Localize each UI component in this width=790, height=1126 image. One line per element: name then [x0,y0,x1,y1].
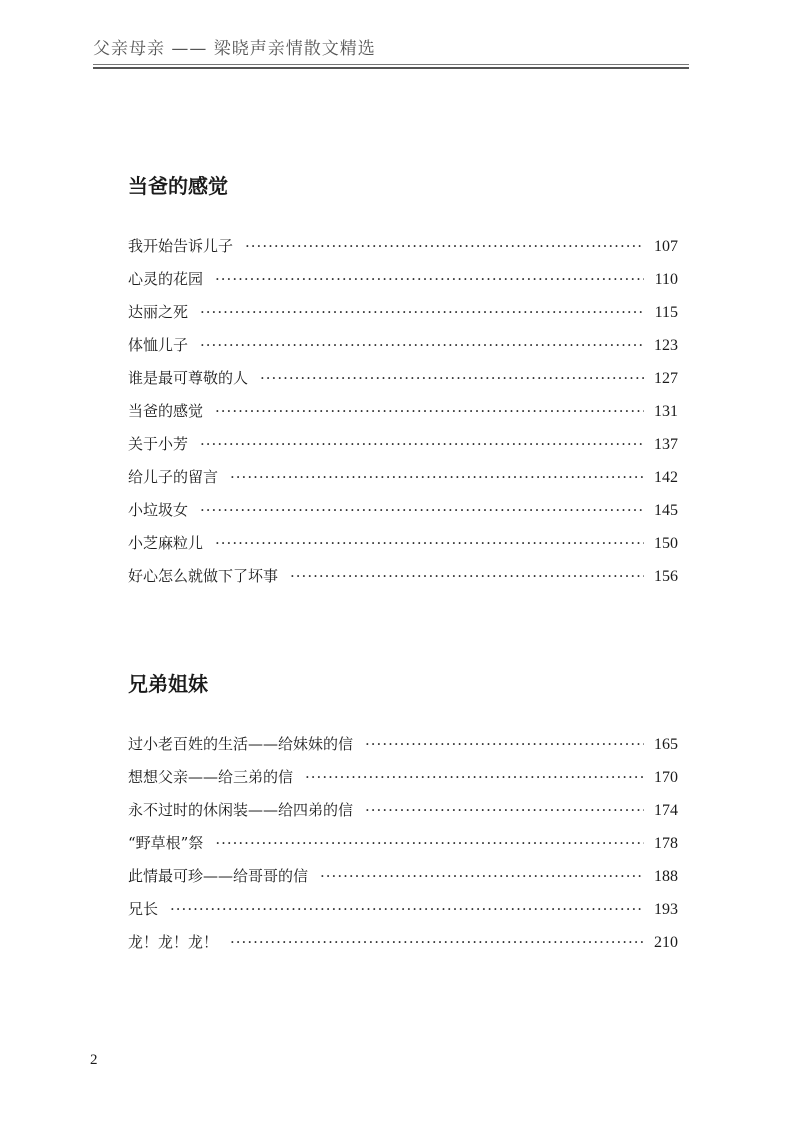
entry-title: 此情最可珍——给哥哥的信 [128,867,309,885]
entry-page: 174 [654,802,678,819]
toc-section-2 [128,669,678,964]
entry-title: 心灵的花园 [128,270,204,288]
toc-entry[interactable] [128,499,678,532]
toc-entry[interactable] [128,898,678,931]
entry-page: 107 [654,238,678,255]
toc-entry[interactable] [128,565,678,598]
toc-entry[interactable] [128,766,678,799]
entry-page: 115 [654,304,678,321]
dot-leader [200,501,644,519]
entry-title: 当爸的感觉 [128,402,204,420]
toc-entry[interactable] [128,400,678,433]
entry-title: 达丽之死 [128,303,189,321]
entry-page: 137 [654,436,678,453]
entry-title: 龙！龙！龙！ [128,933,219,951]
entry-page: 193 [654,901,678,918]
entry-page: 178 [654,835,678,852]
dot-leader [215,834,644,852]
dot-leader [215,402,644,420]
entry-title: 我开始告诉儿子 [128,237,234,255]
toc-entry[interactable] [128,301,678,334]
dot-leader [200,303,644,321]
entry-page: 188 [654,868,678,885]
toc-entry[interactable] [128,433,678,466]
toc-entries [128,235,678,598]
toc-entry[interactable] [128,799,678,832]
entry-title: 兄长 [128,900,159,918]
dot-leader [200,336,644,354]
toc-entry[interactable] [128,268,678,301]
dot-leader [305,768,644,786]
toc-entries [128,733,678,964]
entry-page: 145 [654,502,678,519]
toc-entry[interactable] [128,367,678,400]
entry-page: 131 [654,403,678,420]
entry-page: 123 [654,337,678,354]
entry-title: 想想父亲——给三弟的信 [128,768,294,786]
running-head: 父亲母亲 —— 梁晓声亲情散文精选 [93,39,376,59]
toc-entry[interactable] [128,334,678,367]
header-rule-thin [93,64,689,65]
entry-page: 165 [654,736,678,753]
toc-entry[interactable] [128,466,678,499]
section-title: 兄弟姐妹 [128,672,208,696]
dot-leader [290,567,644,585]
page-number: 2 [90,1052,98,1068]
entry-page: 110 [654,271,678,288]
dot-leader [215,534,644,552]
entry-title: 给儿子的留言 [128,468,219,486]
toc-entry[interactable] [128,733,678,766]
entry-title: 体恤儿子 [128,336,189,354]
toc-section-1 [128,171,678,598]
entry-title: 小垃圾女 [128,501,189,519]
dot-leader [245,237,644,255]
dot-leader [230,468,644,486]
entry-title: 好心怎么就做下了坏事 [128,567,279,585]
entry-page: 142 [654,469,678,486]
toc-entry[interactable] [128,532,678,565]
dot-leader [365,735,644,753]
entry-page: 170 [654,769,678,786]
entry-page: 150 [654,535,678,552]
toc-entry[interactable] [128,235,678,268]
header-rule-thick [93,67,689,69]
dot-leader [320,867,644,885]
toc-entry[interactable] [128,931,678,964]
entry-page: 210 [654,934,678,951]
dot-leader [170,900,644,918]
toc-entry[interactable] [128,865,678,898]
toc-entry[interactable] [128,832,678,865]
entry-title: 永不过时的休闲装——给四弟的信 [128,801,354,819]
entry-title: 谁是最可尊敬的人 [128,369,249,387]
entry-title: 小芝麻粒儿 [128,534,204,552]
entry-page: 156 [654,568,678,585]
dot-leader [260,369,644,387]
entry-title: 过小老百姓的生活——给妹妹的信 [128,735,354,753]
dot-leader [365,801,644,819]
entry-title: 关于小芳 [128,435,189,453]
dot-leader [230,933,644,951]
dot-leader [200,435,644,453]
section-title: 当爸的感觉 [128,174,228,198]
entry-page: 127 [654,370,678,387]
dot-leader [215,270,644,288]
entry-title: “野草根”祭 [128,834,204,852]
